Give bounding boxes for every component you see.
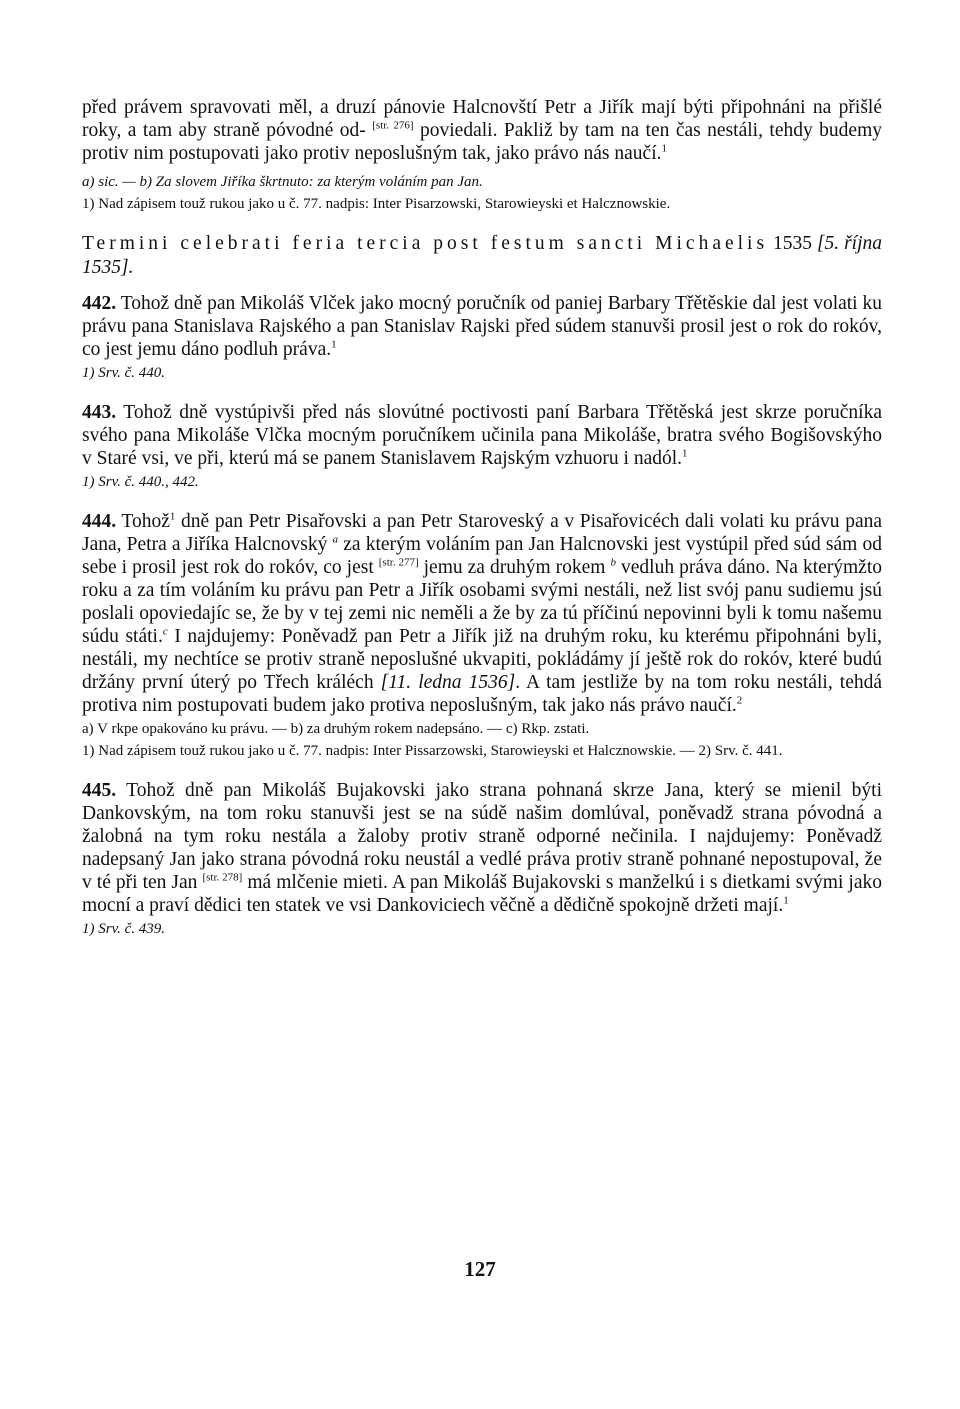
page-text	[82, 96, 882, 939]
entry-text: Tohož dně pan Mikoláš Vlček jako mocný poručník od paniej Barbary Třětěskie dal jest volati ku právu pana Stanislava Rajského a pan Stanislav Rajski před súdem stanuvši prosil jest o rok do rokóv, co jest jemu dáno podluh práva.	[82, 293, 882, 360]
footnote: 1) Srv. č. 440., 442.	[82, 474, 199, 490]
entry-442	[82, 292, 882, 361]
entry-text: Tohož	[121, 511, 170, 532]
footnote: 1) Nad zápisem touž rukou jako u č. 77. nadpis: Inter Pissarzowski, Starowieyski et Halcznowskie. — 2) Srv. č. 441.	[82, 743, 783, 759]
page-marker: [str. 276]	[372, 119, 414, 132]
page-marker: [str. 277]	[378, 556, 419, 569]
entry-text: za kterým voláním pan Jan Halcnovski jest vystúpil před súd sám od sebe i prosil jest rok do rokóv, co jest	[82, 534, 883, 578]
section-heading	[82, 232, 882, 280]
entry-text: má mlčenie mieti. A pan Mikoláš Bujakovski s manželkú i s dietkami svými jako mocní a praví dědici ten statek ve vsi Dankoviciech věčně a dědičně spokojně držeti mají.	[82, 872, 882, 916]
entry-number: 445.	[82, 780, 117, 801]
entry-number: 443.	[82, 402, 117, 423]
entry-445	[82, 779, 882, 917]
entry-443	[82, 401, 882, 470]
note-ref: c	[162, 625, 168, 638]
entry-text: vedluh práva dáno. Na kterýmžto roku a za tím voláním ku právu pan Petr a Jiřík osobami svými nestáli, než list svój panu sudiemu jsú poslali opoviedajíc se, že by v tej zemi nic neměli a že by za tú příčinú nepovinni byli k tomu našemu súdu státi.	[82, 557, 883, 647]
footnote-ref: 1	[783, 894, 789, 907]
footnote: a) V rkpe opakováno ku právu. — b) za druhým rokem nadepsáno. — c) Rkp. zstati.	[82, 721, 590, 737]
page-marker: [str. 278]	[202, 871, 243, 884]
footnote-ref: 1	[682, 447, 688, 460]
entry-444	[82, 510, 882, 717]
footnote-ref: 1	[661, 142, 667, 155]
footnote-ref: 1	[331, 338, 337, 351]
page-number: 127	[464, 1257, 496, 1281]
entry-text: jemu za druhým rokem	[423, 557, 606, 578]
text-run: před právem spravovati měl, a druzí pánovie Halcnovští Petr a Jiřík mají býti připohnáni na přišlé roky, a tam aby straně póvodné od-	[82, 97, 882, 141]
entry-number: 442.	[82, 293, 117, 314]
entry-text: Tohož dně vystúpivši před nás slovútné poctivosti paní Barbara Třětěská jest skrze poručníka svého pana Mikoláše Vlčka mocným poručníkem učinila pana Mikoláše, bratra svého Bogišovskýho v Staré vsi, ve při, kterú má se panem Stanislavem Rajským vzhuoru i nadól.	[82, 402, 882, 469]
footnote: 1) Nad zápisem touž rukou jako u č. 77. nadpis: Inter Pisarzowski, Starowieyski et Halcznowskie.	[82, 196, 671, 212]
entry-text: . A tam jestliže by na tom roku nestáli, tehdá protiva nim postupovati budem jako protiva neposlušným, tak jako nás právo naučí.	[82, 672, 883, 716]
footnote-ref: 1	[169, 510, 176, 523]
heading-text: Termini celebrati feria tercia post festum sancti Michaelis	[82, 233, 769, 254]
entry-text: Tohož dně pan Mikoláš Bujakovski jako strana pohnaná skrze Jana, který se mienil býti Dankovským, na tom roku stanuvši jest se na súdě našim domlúval, poněvadž strana póvodná a žalobná na tym roku nestála a žaloby protiv straně odporné nečinila. I najdujemy: Poněvadž nadepsaný Jan jako strana póvodná roku neustál a vedlé práva protiv straně pohnané nepostupoval, že v té při ten Jan	[82, 780, 882, 893]
footnote: 1) Srv. č. 439.	[82, 921, 166, 937]
footnote: 1) Srv. č. 440.	[82, 365, 166, 381]
entry-text: I najdujemy: Poněvadž pan Petr a Jiřík již na druhým roku, ku kterému připohnáni byli, nestáli, my nechtíce se protiv straně neposlušné ukvapiti, pokládámy jí ještě rok do rokóv, které budú držány první úterý po Třech králéch	[82, 626, 883, 693]
footnote: a) sic. — b) Za slovem Jiříka škrtnuto: za kterým voláním pan Jan.	[82, 174, 483, 190]
heading-year: 1535	[773, 233, 812, 254]
heading-date: [5. října 1535].	[82, 233, 883, 278]
footnote-ref: 2	[736, 694, 743, 707]
note-ref: a	[332, 533, 339, 546]
entry-date: [11. ledna 1536]	[380, 672, 516, 693]
entry-text: dně pan Petr Pisařovski a pan Petr Staroveský a v Pisařovicéch dali volati ku právu pana Jana, Petra a Jiříka Halcnovský	[82, 511, 883, 555]
note-ref: b	[610, 556, 616, 569]
entry-number: 444.	[82, 511, 117, 532]
text-run: poviedali. Pakliž by tam na ten čas nestáli, tehdy budemy protiv nim postupovati jako protiv neposlušným tak, jako právo nás naučí.	[82, 120, 882, 164]
paragraph-continuation	[82, 96, 882, 165]
